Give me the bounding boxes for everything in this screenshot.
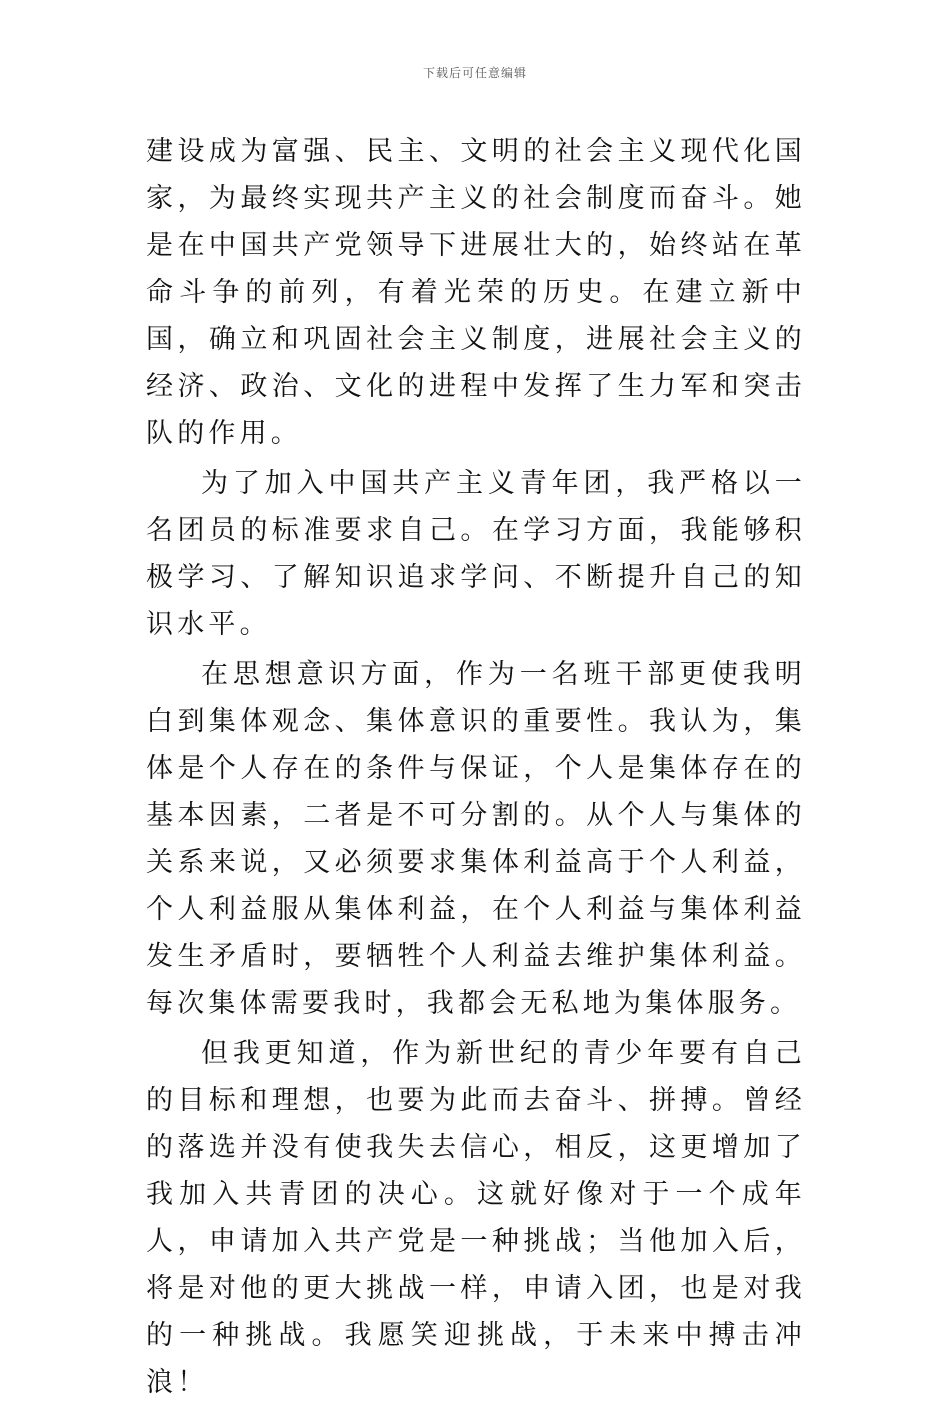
document-body: [146, 128, 806, 1406]
paragraph-ideals: 但我更知道，作为新世纪的青少年要有自己的目标和理想，也要为此而去奋斗、拼搏。曾经的落选并没有使我失去信心，相反，这更增加了我加入共青团的决心。这就好像对于一个成年人，申请加入共产党是一种挑战；当他加入后，将是对他的更大挑战一样，申请入团，也是对我的一种挑战。我愿笑迎挑战，于未来中搏击冲浪！: [146, 1038, 806, 1398]
paragraph-study: 为了加入中国共产主义青年团，我严格以一名团员的标准要求自己。在学习方面，我能够积极学习、了解知识追求学问、不断提升自己的知识水平。: [146, 468, 806, 640]
paragraph-continued: 建设成为富强、民主、文明的社会主义现代化国家，为最终实现共产主义的社会制度而奋斗。她是在中国共产党领导下进展壮大的，始终站在革命斗争的前列，有着光荣的历史。在建立新中国，确立和巩固社会主义制度，进展社会主义的经济、政治、文化的进程中发挥了生力军和突击队的作用。: [146, 136, 806, 449]
paragraph-collective: 在思想意识方面，作为一名班干部更使我明白到集体观念、集体意识的重要性。我认为，集体是个人存在的条件与保证，个人是集体存在的基本因素，二者是不可分割的。从个人与集体的关系来说，又必须要求集体利益高于个人利益，个人利益服从集体利益，在个人利益与集体利益发生矛盾时，要牺牲个人利益去维护集体利益。每次集体需要我时，我都会无私地为集体服务。: [146, 659, 806, 1019]
page-header-note: 下载后可任意编辑: [422, 66, 527, 80]
